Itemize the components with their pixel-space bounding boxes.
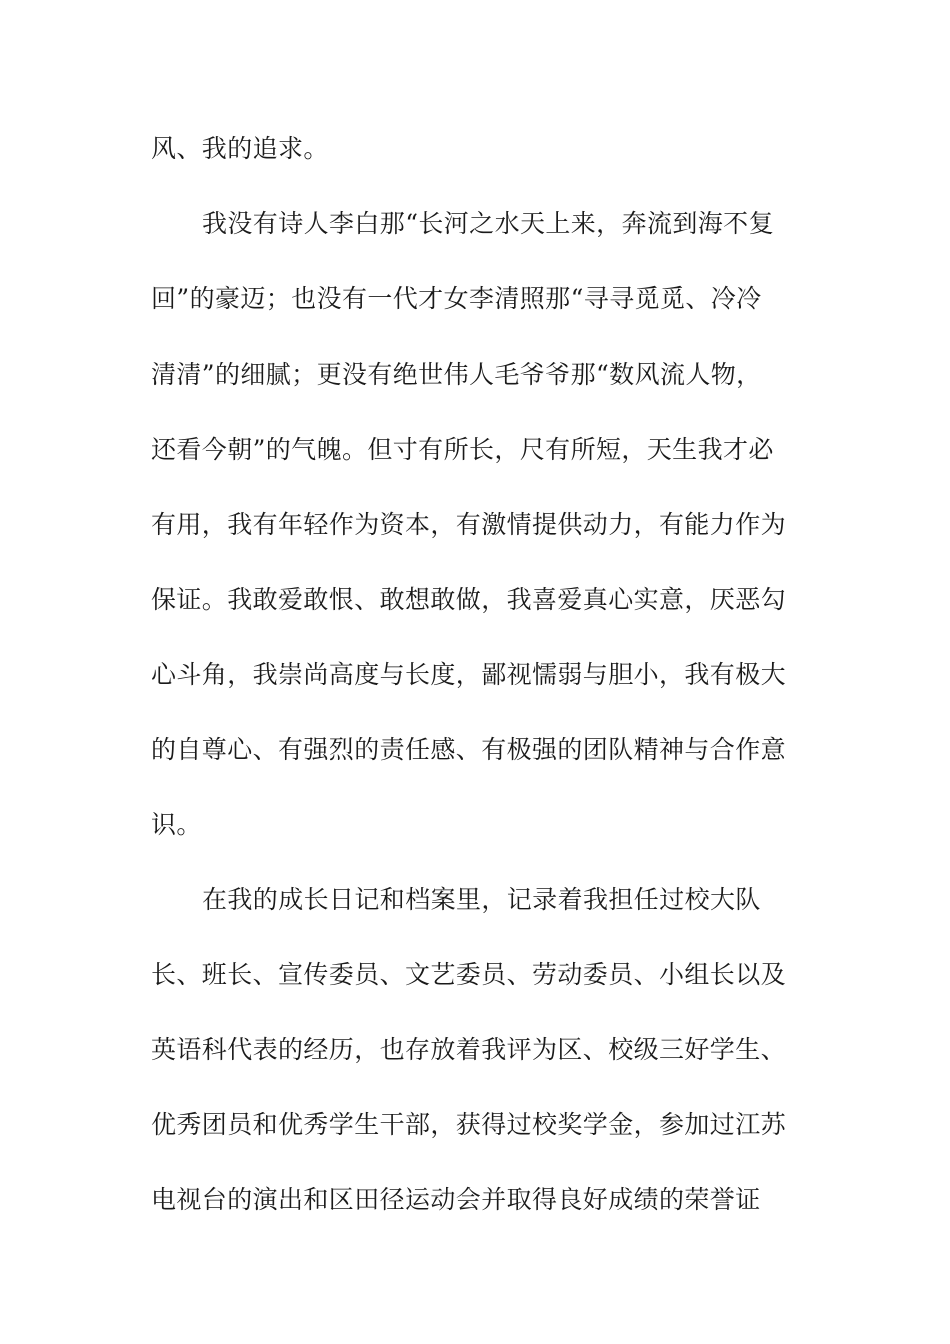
text-line: 的自尊心、有强烈的责任感、有极强的团队精神与合作意 [151, 735, 787, 764]
text-line: 回”的豪迈；也没有一代才女李清照那“寻寻觅觅、冷冷 [151, 284, 762, 313]
text-line: 识。 [151, 810, 202, 839]
text-line: 英语科代表的经历，也存放着我评为区、校级三好学生、 [151, 1035, 787, 1064]
text-line: 电视台的演出和区田径运动会并取得良好成绩的荣誉证 [151, 1185, 761, 1214]
text-line: 有用，我有年轻作为资本，有激情提供动力，有能力作为 [151, 510, 787, 539]
text-line: 心斗角，我崇尚高度与长度，鄙视懦弱与胆小，我有极大 [151, 660, 787, 689]
text-line: 保证。我敢爱敢恨、敢想敢做，我喜爱真心实意，厌恶勾 [151, 585, 787, 614]
text-line: 长、班长、宣传委员、文艺委员、劳动委员、小组长以及 [151, 960, 787, 989]
paragraph-first-line: 我没有诗人李白那“长河之水天上来，奔流到海不复 [202, 209, 774, 238]
paragraph-first-line: 在我的成长日记和档案里，记录着我担任过校大队 [202, 885, 761, 914]
text-line: 还看今朝”的气魄。但寸有所长，尺有所短，天生我才必 [151, 435, 774, 464]
text-line: 清清”的细腻；更没有绝世伟人毛爷爷那“数风流人物， [151, 360, 762, 389]
text-line: 优秀团员和优秀学生干部，获得过校奖学金，参加过江苏 [151, 1110, 787, 1139]
text-line: 风、我的追求。 [151, 134, 329, 163]
